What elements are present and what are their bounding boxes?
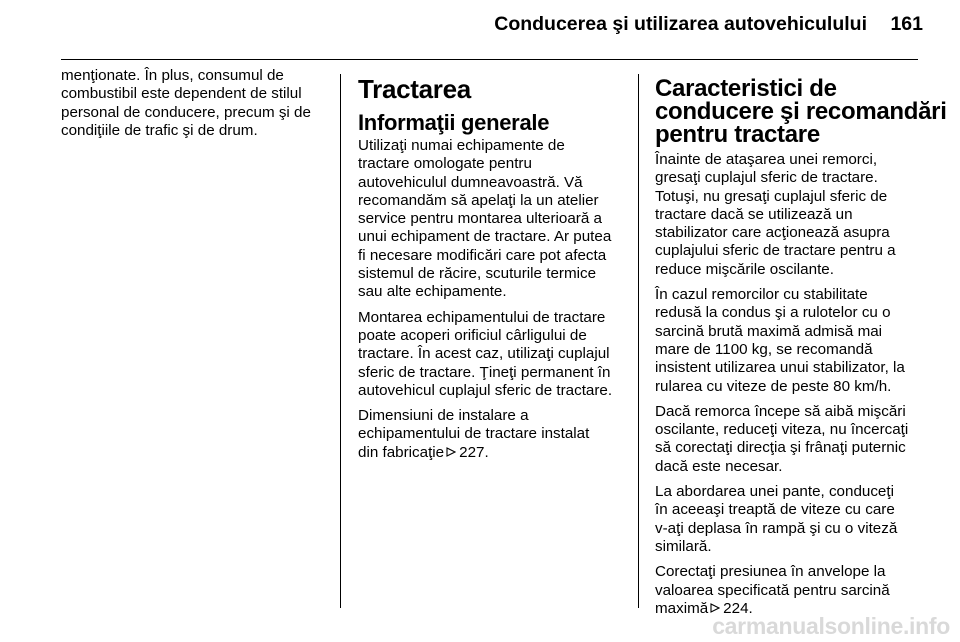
page-header <box>0 0 960 62</box>
section-heading-tractarea: Tractarea <box>358 74 471 104</box>
paragraph-miscari-oscilante <box>655 403 921 476</box>
heading-line: conducere şi recomandări <box>655 98 947 125</box>
text-line: reduce mişcările oscilante. <box>655 260 834 278</box>
text-line: autovehiculul dumneavoastră. Vă <box>358 173 583 191</box>
column-3 <box>655 66 947 625</box>
paragraph-gresati-cuplajul <box>655 151 921 279</box>
heading-line: Caracteristici de <box>655 75 837 102</box>
text-line: dacă este necesar. <box>655 457 783 475</box>
page-number: 161 <box>890 13 923 35</box>
text-line: combustibil este dependent de stilul <box>61 85 302 103</box>
text-line: unui echipament de tractare. Ar putea <box>358 228 612 246</box>
text-line: tractare dacă se utilizează un <box>655 205 853 223</box>
text-line: mare de 1100 kg, se recomandă <box>655 340 873 358</box>
column-1 <box>61 66 333 147</box>
text-line: service pentru montarea ulterioară a <box>358 210 602 228</box>
triangle-pointer-icon <box>446 447 456 457</box>
text-line: să corectaţi direcţia şi frânaţi puternic <box>655 439 906 457</box>
text-line: poate acoperi orificiul cârligului de <box>358 326 587 344</box>
text-line: recomandăm să apelaţi la un atelier <box>358 191 599 209</box>
triangle-pointer-icon <box>710 603 720 613</box>
text-line: sferic de tractare. Ţineţi permanent în <box>358 363 611 381</box>
text-line: Dimensiuni de instalare a <box>358 407 529 425</box>
text-line: Înainte de ataşarea unei remorci, <box>655 151 878 168</box>
text-line: similară. <box>655 537 712 555</box>
paragraph-echipamente-tractare <box>358 137 623 302</box>
heading-line: pentru tractare <box>655 121 820 148</box>
text-line: tractare omologate pentru <box>358 155 532 173</box>
subsection-heading-informatii-generale: Informaţii generale <box>358 110 550 135</box>
text-line: În cazul remorcilor cu stabilitate <box>655 286 868 304</box>
text-line: menţionate. În plus, consumul de <box>61 67 284 84</box>
text-line: tractare. În acest caz, utilizaţi cuplajul <box>358 345 610 363</box>
text-line: Corectaţi presiunea în anvelope la <box>655 563 886 581</box>
column-divider-2 <box>638 74 639 608</box>
text-line: condiţiile de trafic şi de drum. <box>61 121 258 139</box>
text-line-with-reference <box>358 444 623 462</box>
column-divider-1 <box>340 74 341 608</box>
paragraph-presiune-anvelope <box>655 563 921 618</box>
text-line: Totuşi, nu gresaţi cuplajul sferic de <box>655 187 888 205</box>
text-line: Montarea echipamentului de tractare <box>358 308 606 326</box>
text-line: sau alte echipamente. <box>358 283 507 301</box>
text-line: Dacă remorca începe să aibă mişcări <box>655 402 906 420</box>
text-line: în aceeaşi treaptă de viteze cu care <box>655 501 895 519</box>
column-2 <box>358 66 623 469</box>
text-line: rularea cu viteze de peste 80 km/h. <box>655 377 892 395</box>
text-line: insistent utilizarea unui stabilizator, la <box>655 359 905 377</box>
text-line: v-aţi deplasa în rampă şi cu o viteză <box>655 519 898 537</box>
section-heading-caracteristici <box>655 75 947 148</box>
text-line: redusă la condus şi a rulotelor cu o <box>655 304 891 322</box>
running-header-title: Conducerea şi utilizarea autovehiculului <box>494 13 867 35</box>
text-line: sarcină brută maximă admisă mai <box>655 322 883 340</box>
page-reference-link[interactable]: 227. <box>459 443 489 461</box>
text-line: echipamentului de tractare instalat <box>358 425 590 443</box>
text-line: autovehicul cuplajul sferic de tractare. <box>358 381 613 399</box>
text-line: Utilizaţi numai echipamente de <box>358 137 565 154</box>
paragraph-abordarea-pante <box>655 483 921 556</box>
paragraph-remorci-stabilitate <box>655 286 921 396</box>
header-divider <box>61 59 918 60</box>
paragraph-dimensiuni-instalare <box>358 407 623 462</box>
text-line: fi necesare modificări care pot afecta <box>358 246 607 264</box>
text-line: gresaţi cuplajul sferic de tractare. <box>655 169 878 187</box>
watermark: carmanualsonline.info <box>712 613 950 639</box>
page-reference-link[interactable]: 224. <box>723 599 753 617</box>
paragraph-montarea-echipamentului <box>358 309 623 400</box>
text-line: oscilante, reduceţi viteza, nu încercaţi <box>655 421 909 439</box>
text-line: valoarea specificată pentru sarcină <box>655 581 890 599</box>
text-line: cuplajului sferic de tractare pentru a <box>655 242 896 260</box>
paragraph-continued <box>61 67 333 140</box>
text-line: personal de conducere, precum şi de <box>61 103 311 121</box>
text-line: sistemul de răcire, scuturile termice <box>358 265 597 283</box>
text-line: La abordarea unei pante, conduceţi <box>655 483 894 501</box>
text-fragment: din fabricaţie <box>358 443 445 461</box>
text-line: stabilizator care acţionează asupra <box>655 224 890 242</box>
text-fragment: maximă <box>655 599 709 617</box>
